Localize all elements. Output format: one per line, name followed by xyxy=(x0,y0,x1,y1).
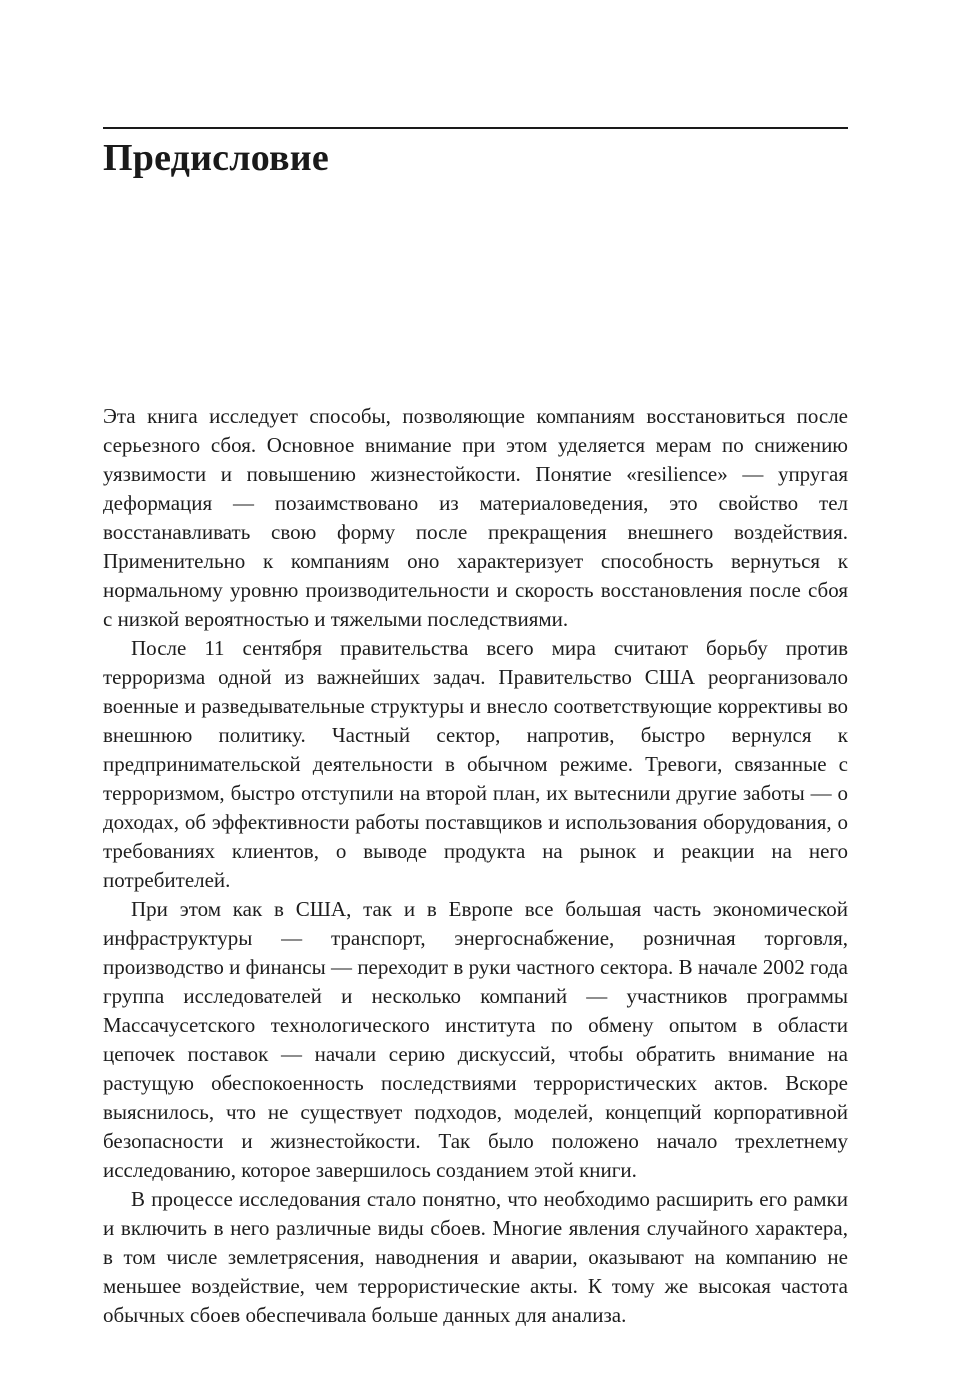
paragraph: Эта книга исследует способы, позволяющие компаниям восстановиться после серьезного сбоя. Основное внимание при этом уделяется мерам по снижению уязвимости и повышению жизнестойкости. Понятие «resilience» — упругая деформация — позаимствовано из материаловедения, это свойство тел восстанавливать свою форму после прекращения внешнего воздействия. Применительно к компаниям оно характеризует способность вернуться к нормальному уровню производительности и скорость восстановления после сбоя с низкой вероятностью и тяжелыми последствиями. xyxy=(103,404,848,631)
paragraph: В процессе исследования стало понятно, что необходимо расширить его рамки и включить в него различные виды сбоев. Многие явления случайного характера, в том числе землетрясения, наводнения и аварии, оказывают на компанию не меньшее воздействие, чем террористические акты. К тому же высокая частота обычных сбоев обеспечивала больше данных для анализа. xyxy=(103,1187,848,1327)
paragraph: При этом как в США, так и в Европе все большая часть экономической инфраструктуры — транспорт, энергоснабжение, розничная торговля, производство и финансы — переходит в руки частного сектора. В начале 2002 года группа исследователей и несколько компаний — участников программы Массачусетского технологического института по обмену опытом в области цепочек поставок — начали серию дискуссий, чтобы обратить внимание на растущую обеспокоенность последствиями террористических актов. Вскоре выяснилось, что не существует подходов, моделей, концепций корпоративной безопасности и жизнестойкости. Так было положено начало трехлетнему исследованию, которое завершилось созданием этой книги. xyxy=(103,897,848,1182)
top-rule xyxy=(103,127,848,129)
book-page xyxy=(103,0,848,1388)
body-text xyxy=(103,402,848,1330)
page-title: Предисловие xyxy=(103,137,329,179)
paragraph: После 11 сентября правительства всего мира считают борьбу против терроризма одной из важнейших задач. Правительство США реорганизовало военные и разведывательные структуры и внесло соответствующие коррективы во внешнюю политику. Частный сектор, напротив, быстро вернулся к предпринимательской деятельности в обычном режиме. Тревоги, связанные с терроризмом, быстро отступили на второй план, их вытеснили другие заботы — о доходах, об эффективности работы поставщиков и использования оборудования, о требованиях клиентов, о выводе продукта на рынок и реакции на него потребителей. xyxy=(103,636,848,892)
